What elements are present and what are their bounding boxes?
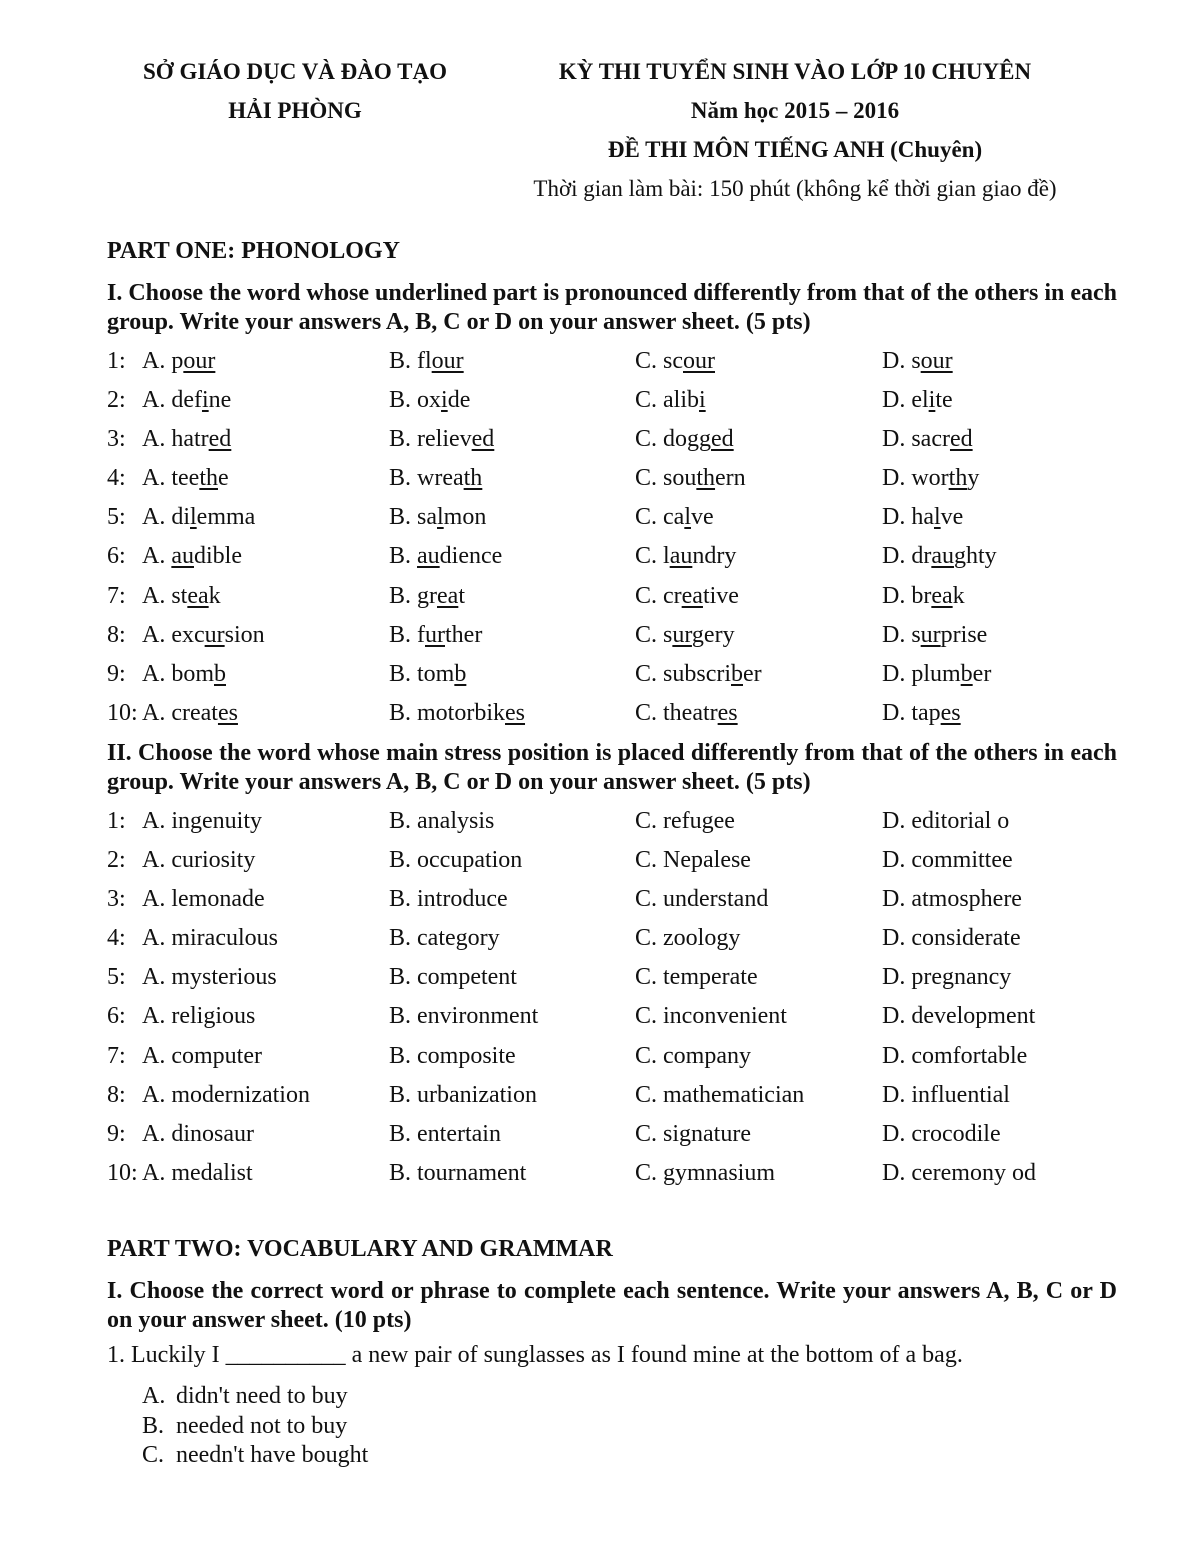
option-c xyxy=(635,381,706,420)
pronunciation-row xyxy=(107,420,1107,459)
option-d: D. atmosphere xyxy=(882,886,1022,913)
option-text: D. br xyxy=(882,582,932,609)
option-text: ne xyxy=(208,387,232,414)
option-d xyxy=(882,655,991,694)
option-text: A. def xyxy=(142,387,202,414)
option-c: C. needn't have bought xyxy=(142,1442,369,1468)
part-one-section-2-instructions: II. Choose the word whose main stress position is placed differently from that of the others in each group. Write your answers A, B, C or D on your answer sheet. (5 pts) xyxy=(107,740,1117,795)
question-number: 1: xyxy=(107,348,126,374)
option-text: C. s xyxy=(635,621,673,648)
option-text: tive xyxy=(702,582,739,609)
option-b: B. competent xyxy=(389,964,517,991)
underlined-part: l xyxy=(684,504,691,531)
underlined-part: th xyxy=(199,465,218,492)
part-one-section-1-instructions: I. Choose the word whose underlined part is pronounced differently from that of the others in each group. Write your answers A, B, C or D on your answer sheet. (5 pts) xyxy=(107,280,1118,335)
option-b: B. occupation xyxy=(389,847,523,874)
underlined-part: ur xyxy=(204,621,225,648)
pronunciation-row xyxy=(107,694,1107,733)
option-a xyxy=(142,342,215,381)
underlined-part: ea xyxy=(437,582,459,609)
option-text: D. el xyxy=(882,387,929,414)
option-c xyxy=(635,498,714,537)
option-a: A. religious xyxy=(142,1003,256,1030)
option-a: A. computer xyxy=(142,1042,262,1069)
option-b xyxy=(389,694,525,733)
option-text: B. ox xyxy=(389,387,442,414)
question-number: 9: xyxy=(107,1120,126,1147)
option-b: B. composite xyxy=(389,1042,516,1069)
option-text: C. l xyxy=(635,543,670,570)
option-c xyxy=(635,459,746,498)
underlined-part: es xyxy=(217,699,238,726)
underlined-part: ur xyxy=(425,621,445,648)
pronunciation-row xyxy=(107,381,1107,420)
option-text: B. f xyxy=(389,621,425,648)
option-text: B. wrea xyxy=(389,465,464,492)
option-d xyxy=(882,459,979,498)
option-text: k xyxy=(952,582,965,609)
option-text: C. cr xyxy=(635,582,682,609)
underlined-part: our xyxy=(183,348,216,374)
question-1-text: 1. Luckily I __________ a new pair of sunglasses as I found mine at the bottom of a bag. xyxy=(107,1342,963,1368)
option-c xyxy=(635,616,735,655)
option-text: D. s xyxy=(882,348,921,374)
option-b xyxy=(389,459,482,498)
option-text: B. reliev xyxy=(389,426,472,453)
option-c: C. mathematician xyxy=(635,1081,805,1108)
option-d: D. development xyxy=(882,1003,1036,1030)
question-number: 10: xyxy=(107,1159,138,1186)
underlined-part: i xyxy=(699,387,706,414)
underlined-part: th xyxy=(463,465,483,492)
pronunciation-row xyxy=(107,616,1107,655)
exam-subject: ĐỀ THI MÔN TIẾNG ANH (Chuyên) xyxy=(607,137,983,162)
option-text: prise xyxy=(940,621,988,648)
option-b: B. needed not to buy xyxy=(142,1412,348,1439)
option-b xyxy=(389,616,482,655)
underlined-part: i xyxy=(441,387,448,414)
option-text: D. tap xyxy=(882,699,941,726)
underlined-part: i xyxy=(201,387,209,414)
option-text: gery xyxy=(691,621,735,648)
pronunciation-row xyxy=(107,342,1107,381)
option-a xyxy=(142,420,231,459)
option-text: D. s xyxy=(882,621,921,648)
part-two-section-1-instructions: I. Choose the correct word or phrase to complete each sentence. Write your answers A, B, C or D on your answer sheet. (10 pts) xyxy=(107,1278,1117,1333)
underlined-part: our xyxy=(683,348,715,374)
option-d xyxy=(882,616,987,655)
stress-row xyxy=(107,880,1107,919)
option-text: B. motorbik xyxy=(389,699,506,726)
question-number: 10: xyxy=(107,699,138,726)
option-text: er xyxy=(972,660,992,687)
option-d: D. pregnancy xyxy=(882,964,1012,991)
option-text: C. alib xyxy=(635,387,699,414)
option-c: C. Nepalese xyxy=(635,847,751,874)
option-c xyxy=(635,537,736,576)
question-number: 6: xyxy=(107,543,126,570)
option-text: k xyxy=(208,582,221,609)
question-number: 2: xyxy=(107,387,126,414)
option-d: D. influential xyxy=(882,1081,1010,1108)
option-b: B. category xyxy=(389,925,500,952)
option-b xyxy=(389,381,470,420)
option-text: A. bom xyxy=(142,660,214,687)
option-text: A. creat xyxy=(142,699,218,726)
underlined-part: au xyxy=(417,543,440,570)
option-text: y xyxy=(967,465,980,492)
stress-row xyxy=(107,1154,1107,1193)
underlined-part: l xyxy=(437,504,444,531)
option-c: C. refugee xyxy=(635,808,735,834)
option-d xyxy=(882,381,953,420)
option-a: A. didn't need to buy xyxy=(142,1383,348,1409)
option-text: dible xyxy=(194,543,242,570)
option-c: C. understand xyxy=(635,886,769,913)
stress-row xyxy=(107,802,1107,841)
question-number: 5: xyxy=(107,964,126,991)
option-b: B. urbanization xyxy=(389,1081,537,1108)
option-d xyxy=(882,537,997,576)
option-a: A. mysterious xyxy=(142,964,277,991)
option-b xyxy=(389,342,464,381)
exam-header xyxy=(490,52,1100,208)
option-c: C. temperate xyxy=(635,964,758,991)
option-text: ve xyxy=(940,504,964,531)
underlined-part: b xyxy=(960,660,973,687)
question-number: 2: xyxy=(107,847,126,874)
option-c: C. zoology xyxy=(635,925,741,952)
question-1-options xyxy=(142,1382,368,1471)
underlined-part: au xyxy=(669,543,693,570)
stress-row xyxy=(107,997,1107,1036)
option-d: D. editorial o xyxy=(882,808,1010,834)
question-number: 8: xyxy=(107,621,126,648)
option-a xyxy=(142,694,238,733)
department-header xyxy=(105,52,485,130)
underlined-part: our xyxy=(920,348,953,374)
underlined-part: b xyxy=(214,660,226,687)
option-text: C. sou xyxy=(635,465,697,492)
question-number: 3: xyxy=(107,426,126,453)
pronunciation-row xyxy=(107,537,1107,576)
option-text: e xyxy=(217,465,229,492)
pronunciation-row xyxy=(107,498,1107,537)
option-text: ern xyxy=(715,465,746,492)
option-a xyxy=(142,577,221,616)
underlined-part: ea xyxy=(931,582,953,609)
pronunciation-row xyxy=(107,577,1107,616)
question-number: 7: xyxy=(107,582,126,609)
underlined-part: ed xyxy=(471,426,495,453)
option-d: D. considerate xyxy=(882,925,1021,952)
option-text: B. gr xyxy=(389,582,437,609)
option-a: A. miraculous xyxy=(142,925,278,952)
option-a xyxy=(142,655,226,694)
option-d xyxy=(882,420,973,459)
option-c: C. inconvenient xyxy=(635,1003,787,1030)
option-text: C. subscri xyxy=(635,660,731,687)
underlined-part: b xyxy=(454,660,467,687)
question-number: 4: xyxy=(107,925,126,952)
stress-row xyxy=(107,1076,1107,1115)
underlined-part: l xyxy=(190,504,197,531)
option-text: D. sacr xyxy=(882,426,950,453)
option-b xyxy=(389,577,465,616)
question-number: 6: xyxy=(107,1003,126,1030)
option-text: B. sa xyxy=(389,504,437,531)
option-text: A. p xyxy=(142,348,184,374)
underlined-part: ea xyxy=(187,582,209,609)
option-a: A. lemonade xyxy=(142,886,265,913)
option-text: A. xyxy=(142,543,172,570)
underlined-part: l xyxy=(933,504,941,531)
option-text: ther xyxy=(445,621,483,648)
underlined-part: our xyxy=(431,348,464,374)
option-text: C. ca xyxy=(635,504,685,531)
underlined-part: ur xyxy=(672,621,692,648)
pronunciation-row xyxy=(107,655,1107,694)
option-c: C. company xyxy=(635,1042,751,1069)
exam-title: KỲ THI TUYỂN SINH VÀO LỚP 10 CHUYÊN xyxy=(558,59,1032,84)
option-d: D. ceremony od xyxy=(882,1159,1036,1186)
stress-row xyxy=(107,1115,1107,1154)
option-text: C. dogg xyxy=(635,426,712,453)
question-number: 1: xyxy=(107,808,126,834)
underlined-part: es xyxy=(717,699,738,726)
option-text: A. di xyxy=(142,504,190,531)
option-text: C. sc xyxy=(635,348,683,374)
option-text: ve xyxy=(690,504,714,531)
question-number: 9: xyxy=(107,660,126,687)
option-b xyxy=(389,655,466,694)
option-text: de xyxy=(447,387,471,414)
option-d xyxy=(882,694,961,733)
option-text: A. tee xyxy=(142,465,200,492)
option-text: ghty xyxy=(953,543,997,570)
option-text: ndry xyxy=(692,543,737,570)
underlined-part: ea xyxy=(681,582,703,609)
option-text: C. theatr xyxy=(635,699,718,726)
option-text: A. exc xyxy=(142,621,205,648)
department-name: SỞ GIÁO DỤC VÀ ĐÀO TẠO xyxy=(143,59,447,84)
option-c: C. gymnasium xyxy=(635,1159,776,1186)
underlined-part: es xyxy=(940,699,961,726)
option-text: A. st xyxy=(142,582,188,609)
option-b xyxy=(389,498,486,537)
option-b: B. entertain xyxy=(389,1120,501,1147)
option-text: sion xyxy=(224,621,265,648)
option-a xyxy=(142,537,242,576)
option-d xyxy=(882,498,963,537)
underlined-part: au xyxy=(931,543,954,570)
option-text: D. wor xyxy=(882,465,949,492)
option-d xyxy=(882,577,965,616)
option-text: mon xyxy=(443,504,487,531)
option-c xyxy=(635,577,739,616)
underlined-part: i xyxy=(928,387,936,414)
option-b: B. introduce xyxy=(389,886,508,913)
option-text: B. xyxy=(389,543,418,570)
option-a: A. medalist xyxy=(142,1159,253,1186)
stress-row xyxy=(107,919,1107,958)
option-text: B. tom xyxy=(389,660,455,687)
question-number: 4: xyxy=(107,465,126,492)
option-text: dience xyxy=(439,543,503,570)
option-c xyxy=(635,655,762,694)
option-a: A. curiosity xyxy=(142,847,256,874)
option-text: D. ha xyxy=(882,504,934,531)
option-a xyxy=(142,459,229,498)
question-number: 7: xyxy=(107,1042,126,1069)
pronunciation-question-grid xyxy=(107,342,1107,733)
option-text: te xyxy=(935,387,953,414)
option-text: B. fl xyxy=(389,348,432,374)
underlined-part: th xyxy=(696,465,716,492)
underlined-part: au xyxy=(171,543,194,570)
option-d: D. committee xyxy=(882,847,1013,874)
stress-question-grid xyxy=(107,802,1107,1193)
option-c xyxy=(635,694,738,733)
department-city: HẢI PHÒNG xyxy=(228,98,362,123)
option-a xyxy=(142,616,265,655)
underlined-part: ed xyxy=(949,426,973,453)
underlined-part: ur xyxy=(920,621,941,648)
exam-time: Thời gian làm bài: 150 phút (không kể thời gian giao đề) xyxy=(533,176,1057,201)
stress-row xyxy=(107,958,1107,997)
option-text: t xyxy=(458,582,465,609)
option-b xyxy=(389,420,494,459)
underlined-part: ed xyxy=(208,426,232,453)
option-c xyxy=(635,420,734,459)
pronunciation-row xyxy=(107,459,1107,498)
option-b: B. tournament xyxy=(389,1159,527,1186)
question-number: 8: xyxy=(107,1081,126,1108)
option-text: emma xyxy=(196,504,256,531)
option-b: B. analysis xyxy=(389,808,495,834)
question-number: 3: xyxy=(107,886,126,913)
stress-row xyxy=(107,841,1107,880)
option-c: C. signature xyxy=(635,1120,751,1147)
exam-year: Năm học 2015 – 2016 xyxy=(690,98,900,123)
option-a: A. ingenuity xyxy=(142,808,262,834)
option-a: A. modernization xyxy=(142,1081,310,1108)
option-d: D. comfortable xyxy=(882,1042,1028,1069)
option-text: D. plum xyxy=(882,660,961,687)
option-text: D. dr xyxy=(882,543,932,570)
question-number: 5: xyxy=(107,504,126,531)
underlined-part: es xyxy=(505,699,526,726)
underlined-part: ed xyxy=(711,426,734,453)
option-d: D. crocodile xyxy=(882,1120,1001,1147)
option-b xyxy=(389,537,502,576)
part-one-title: PART ONE: PHONOLOGY xyxy=(107,238,400,264)
option-a xyxy=(142,498,255,537)
underlined-part: th xyxy=(948,465,968,492)
option-b: B. environment xyxy=(389,1003,539,1030)
underlined-part: b xyxy=(731,660,743,687)
stress-row xyxy=(107,1037,1107,1076)
option-c xyxy=(635,342,715,381)
option-text: A. hatr xyxy=(142,426,209,453)
part-two-title: PART TWO: VOCABULARY AND GRAMMAR xyxy=(107,1236,613,1262)
option-a xyxy=(142,381,231,420)
option-text: er xyxy=(743,660,762,687)
option-a: A. dinosaur xyxy=(142,1120,254,1147)
option-d xyxy=(882,342,953,381)
